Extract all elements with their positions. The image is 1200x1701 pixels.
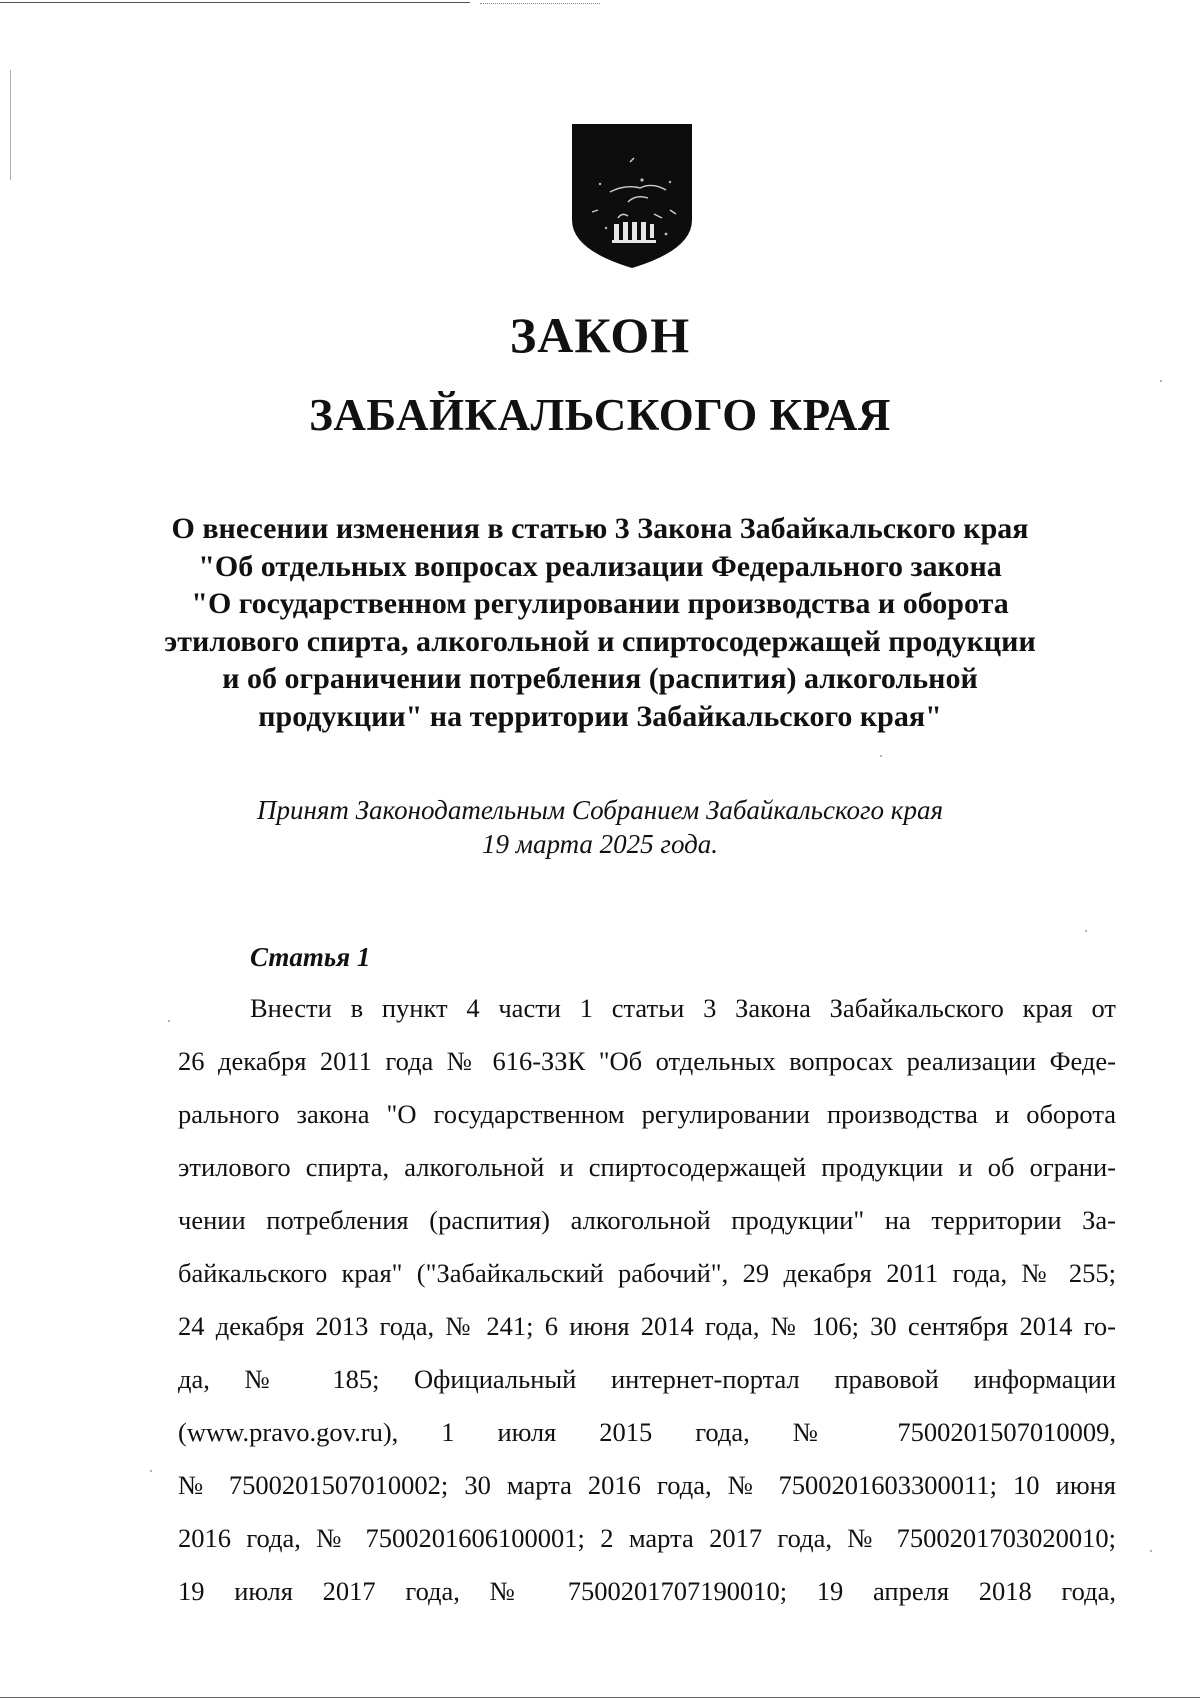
scan-edge-line (480, 3, 600, 4)
subject-line: продукции" на территории Забайкальского края" (258, 699, 942, 733)
subject-line: и об ограничении потребления (распития) алкогольной (222, 662, 978, 695)
article-line: байкальского края" ("Забайкальский рабочий", 29 декабря 2011 года, № 255; (178, 1258, 1116, 1288)
article-body (178, 982, 1116, 1618)
article-line: чении потребления (распития) алкогольной продукции" на территории За- (178, 1205, 1116, 1235)
coat-of-arms-icon (570, 122, 694, 270)
scan-speck (880, 755, 882, 757)
article-line: Внести в пункт 4 части 1 статьи 3 Закона Забайкальского края от (250, 993, 1116, 1023)
scan-speck (1160, 380, 1162, 382)
scan-edge-line (0, 1697, 1200, 1698)
article-line: 26 декабря 2011 года № 616-ЗЗК "Об отдельных вопросах реализации Феде- (178, 1046, 1116, 1076)
article-line: 24 декабря 2013 года, № 241; 6 июня 2014 года, № 106; 30 сентября 2014 го- (178, 1311, 1116, 1341)
law-title: ЗАКОН (509, 307, 691, 363)
law-region-title: ЗАБАЙКАЛЬСКОГО КРАЯ (309, 390, 891, 440)
scan-speck (1150, 1550, 1152, 1552)
article-line: да, № 185; Официальный интернет-портал правовой информации (178, 1364, 1116, 1394)
scan-speck (150, 1470, 152, 1472)
law-subject (150, 510, 1050, 735)
scan-speck (168, 1020, 170, 1022)
article-line: рального закона "О государственном регулировании производства и оборота (178, 1099, 1116, 1129)
article-line: этилового спирта, алкогольной и спиртосодержащей продукции и об ограни- (178, 1152, 1116, 1182)
adoption-date: 19 марта 2025 года. (481, 829, 719, 859)
adoption-note (200, 793, 1000, 861)
adoption-line: Принят Законодательным Собранием Забайкальского края (256, 795, 943, 825)
scan-margin-mark (10, 70, 11, 180)
article-line: № 7500201507010002; 30 марта 2016 года, № 7500201603300011; 10 июня (178, 1470, 1116, 1500)
subject-line: этилового спирта, алкогольной и спиртосодержащей продукции (164, 624, 1036, 658)
article-line: 2016 года, № 7500201606100001; 2 марта 2017 года, № 7500201703020010; (178, 1523, 1116, 1553)
article-heading: Статья 1 (250, 942, 371, 972)
article-line: 19 июля 2017 года, № 7500201707190010; 19 апреля 2018 года, (178, 1576, 1116, 1606)
scan-speck (1085, 930, 1087, 932)
article-line: (www.pravo.gov.ru), 1 июля 2015 года, № 7500201507010009, (178, 1417, 1116, 1447)
subject-line: "Об отдельных вопросах реализации Федерального закона (198, 549, 1002, 583)
subject-line: О внесении изменения в статью 3 Закона Забайкальского края (171, 512, 1029, 545)
scan-edge-line (0, 2, 470, 3)
subject-line: "О государственном регулировании производства и оборота (191, 587, 1009, 620)
